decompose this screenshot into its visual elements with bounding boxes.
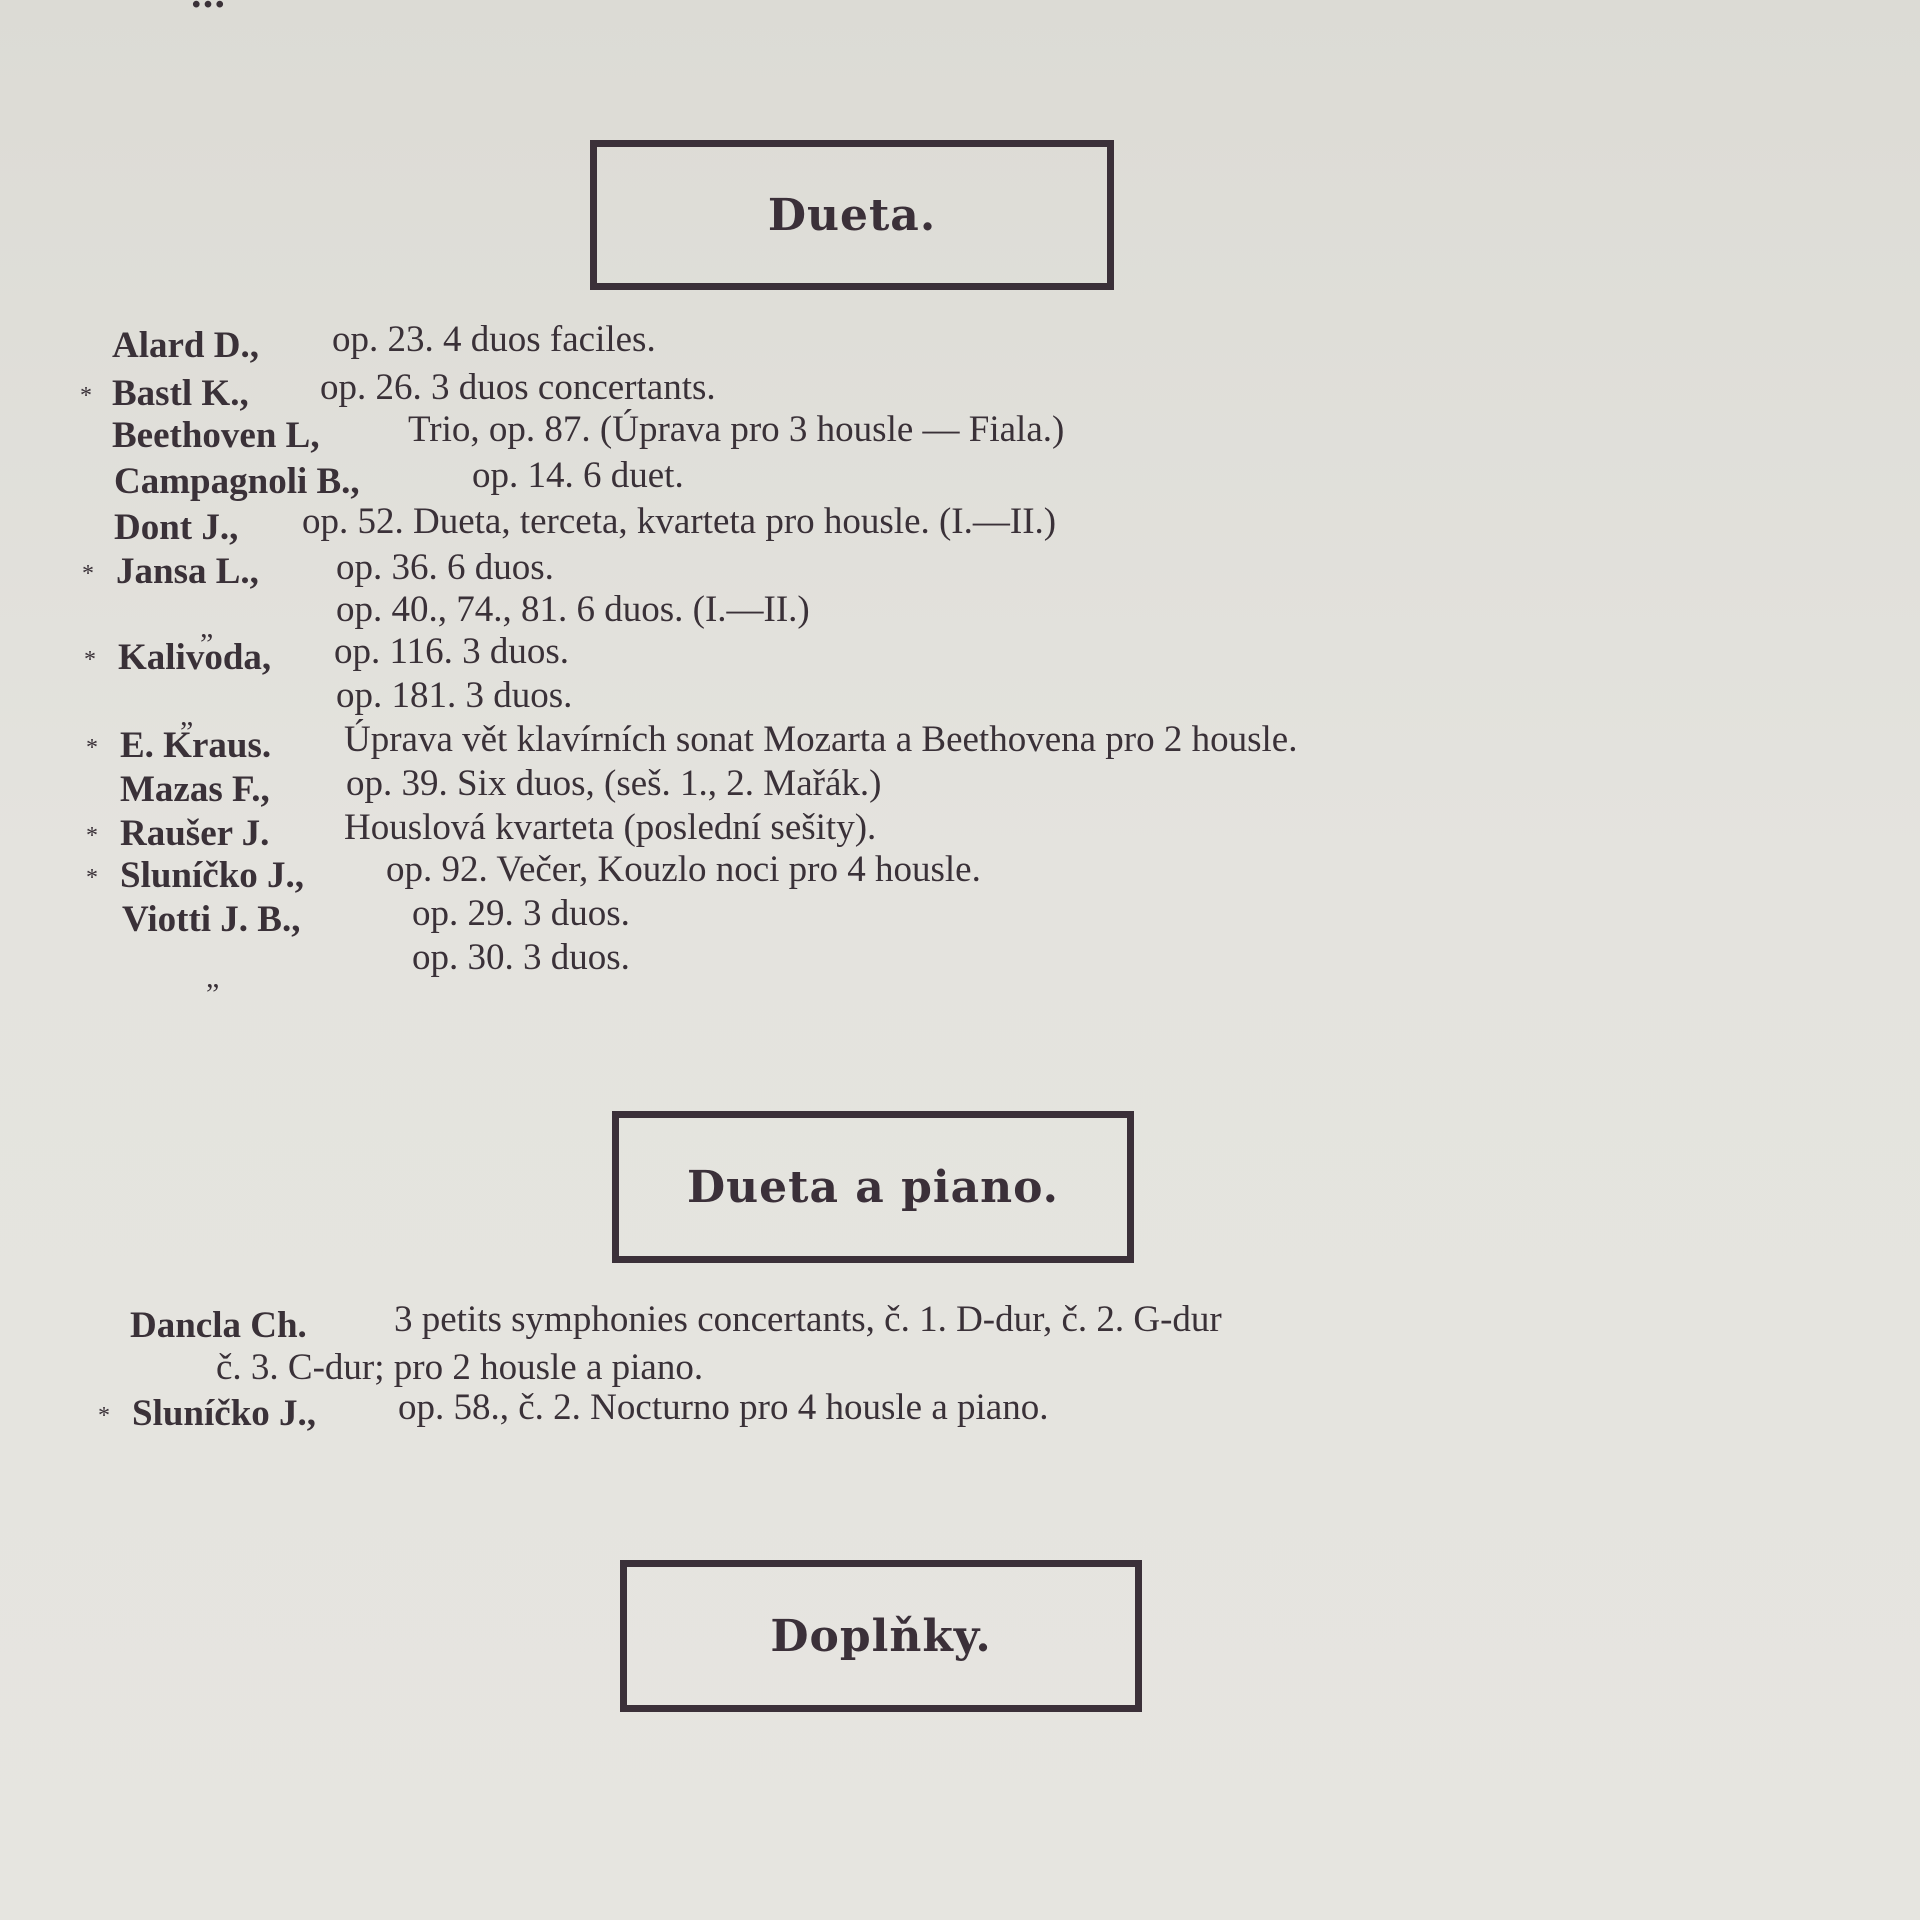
- work-description: op. 26. 3 duos concertants.: [320, 367, 716, 408]
- composer-name: Alard D.,: [112, 325, 259, 366]
- section-heading-box-doplnky: [620, 1560, 1142, 1712]
- list-item: [80, 367, 716, 416]
- list-item: [86, 719, 1298, 768]
- work-description: Houslová kvarteta (poslední sešity).: [344, 807, 877, 848]
- composer-name: Dancla Ch.: [130, 1305, 307, 1346]
- work-description: op. 23. 4 duos faciles.: [332, 319, 656, 360]
- star-marker: *: [86, 735, 98, 761]
- work-description: op. 116. 3 duos.: [334, 631, 570, 672]
- list-item: [84, 631, 570, 680]
- work-description: op. 181. 3 duos.: [336, 675, 573, 716]
- work-description: op. 39. Six duos, (seš. 1., 2. Mařák.): [346, 763, 882, 804]
- ditto-mark: „: [206, 961, 220, 994]
- list-item: [114, 455, 684, 504]
- work-description: op. 29. 3 duos.: [412, 893, 630, 934]
- composer-name: Raušer J.: [120, 813, 270, 854]
- work-description: op. 92. Večer, Kouzlo noci pro 4 housle.: [386, 849, 981, 890]
- list-item: [98, 1387, 1049, 1436]
- work-description: op. 40., 74., 81. 6 duos. (I.—II.): [336, 589, 810, 630]
- star-marker: *: [86, 823, 98, 849]
- section-title-dueta: Dueta.: [767, 189, 937, 241]
- composer-name: Viotti J. B.,: [122, 899, 301, 940]
- composer-name: Beethoven L,: [112, 415, 320, 456]
- composer-name: Sluníčko J.,: [132, 1393, 317, 1434]
- star-marker: *: [82, 561, 94, 587]
- work-description: op. 14. 6 duet.: [472, 455, 684, 496]
- section-heading-box-dueta-a-piano: [612, 1111, 1134, 1263]
- list-item-continuation: [216, 1346, 703, 1390]
- composer-name: Bastl K.,: [112, 373, 249, 414]
- list-item: [112, 319, 656, 368]
- section-title-dueta-a-piano: Dueta a piano.: [687, 1161, 1059, 1213]
- list-item: [114, 501, 1057, 550]
- composer-name: Mazas F.,: [120, 769, 270, 810]
- work-description: op. 30. 3 duos.: [412, 937, 630, 978]
- list-item: [130, 1299, 1222, 1348]
- list-item: [82, 547, 554, 594]
- work-description: op. 52. Dueta, terceta, kvarteta pro housle. (I.—II.): [302, 501, 1057, 542]
- work-description: Trio, op. 87. (Úprava pro 3 housle — Fiala.): [408, 409, 1065, 450]
- work-description: Úprava vět klavírních sonat Mozarta a Beethovena pro 2 housle.: [344, 719, 1298, 760]
- section-title-doplnky: Doplňky.: [770, 1610, 992, 1662]
- list-item: [112, 409, 1065, 458]
- work-description: 3 petits symphonies concertants, č. 1. D-dur, č. 2. G-dur: [394, 1299, 1222, 1340]
- list-item: [86, 807, 877, 856]
- work-description: op. 58., č. 2. Nocturno pro 4 housle a piano.: [398, 1387, 1049, 1428]
- star-marker: *: [98, 1403, 110, 1429]
- work-continuation: č. 3. C-dur; pro 2 housle a piano.: [216, 1347, 704, 1388]
- composer-name: Sluníčko J.,: [120, 855, 305, 896]
- star-marker: *: [84, 647, 96, 673]
- ditto-mark: „: [180, 699, 194, 732]
- composer-name: Jansa L.,: [116, 551, 259, 592]
- list-item: [120, 763, 882, 812]
- work-description: op. 36. 6 duos.: [336, 547, 554, 588]
- star-marker: *: [80, 383, 92, 409]
- composer-name: Dont J.,: [114, 507, 239, 548]
- list-item: [86, 849, 981, 898]
- composer-name: Campagnoli B.,: [114, 461, 360, 502]
- composer-name: Kalivoda,: [118, 637, 272, 678]
- ditto-mark: „: [200, 611, 214, 644]
- list-item: [122, 893, 630, 942]
- star-marker: *: [86, 865, 98, 891]
- composer-name: E. Kraus.: [120, 725, 272, 766]
